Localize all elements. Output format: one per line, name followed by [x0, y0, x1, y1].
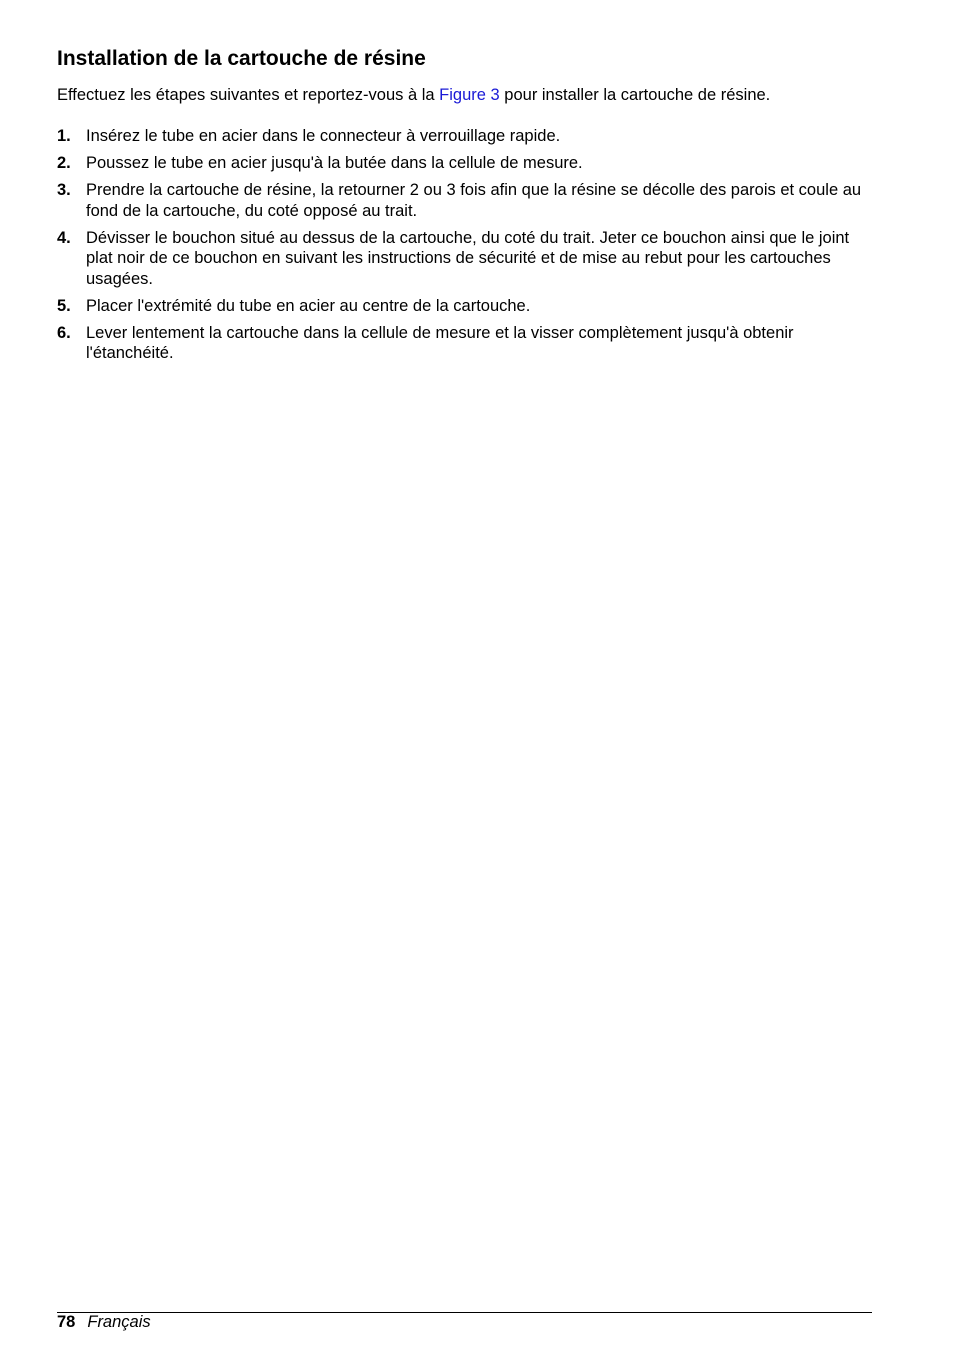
- step-item: [57, 180, 877, 221]
- step-text: Dévisser le bouchon situé au dessus de la cartouche, du coté du trait. Jeter ce bouchon ainsi que le joint plat noir de ce bouchon en suivant les instructions de sécurité et de mise au rebut pour les cartouches usagées.: [86, 228, 850, 288]
- step-number: 3.: [57, 181, 71, 199]
- step-item: [57, 153, 877, 174]
- step-number: 4.: [57, 228, 71, 247]
- intro-text-after: pour installer la cartouche de résine.: [499, 86, 771, 104]
- step-text: Poussez le tube en acier jusqu'à la butée dans la cellule de mesure.: [86, 154, 583, 172]
- intro-paragraph: [57, 85, 877, 106]
- step-number: 6.: [57, 323, 71, 342]
- step-text: Insérez le tube en acier dans le connecteur à verrouillage rapide.: [86, 127, 561, 145]
- step-text: Prendre la cartouche de résine, la retourner 2 ou 3 fois afin que la résine se décolle des parois et coule au fond de la cartouche, du coté opposé au trait.: [86, 181, 862, 220]
- step-number: 2.: [57, 154, 71, 172]
- step-text: Lever lentement la cartouche dans la cellule de mesure et la visser complètement jusqu'à obtenir l'étanchéité.: [86, 323, 794, 362]
- footer-language: Français: [87, 1313, 151, 1331]
- step-number: 5.: [57, 296, 71, 315]
- step-item: [57, 296, 877, 317]
- step-item: [57, 126, 877, 147]
- intro-text-before: Effectuez les étapes suivantes et reportez-vous à la: [57, 86, 440, 104]
- step-number: 1.: [57, 127, 71, 145]
- footer-divider: [57, 1312, 872, 1313]
- page-number: 78: [57, 1313, 76, 1331]
- step-text: Placer l'extrémité du tube en acier au centre de la cartouche.: [86, 296, 531, 315]
- page-footer: [57, 1312, 151, 1333]
- steps-list: [57, 126, 877, 370]
- step-item: [57, 323, 877, 364]
- step-item: [57, 228, 877, 290]
- figure-3-link[interactable]: Figure 3: [439, 86, 500, 104]
- page-title: Installation de la cartouche de résine: [57, 47, 426, 70]
